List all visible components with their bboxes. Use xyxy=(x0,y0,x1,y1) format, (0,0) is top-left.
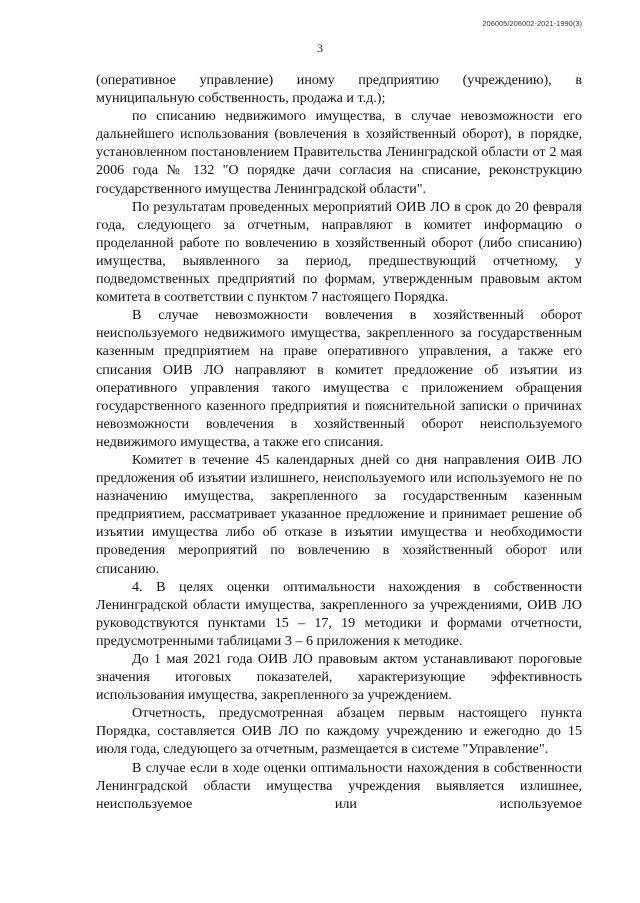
paragraph-8: Отчетность, предусмотренная абзацем первым настоящего пункта Порядка, составляется ОИВ ЛО по каждому учреждению и ежегодно до 15 июля года, следующего за отчетным, размещается в системе "Управление". xyxy=(96,705,582,758)
paragraph-6: 4. В целях оценки оптимальности нахождения в собственности Ленинградской области имущества, закрепленного за учреждениями, ОИВ ЛО руководствуются пунктами 15 – 17, 19 методики и формами отчетности, предусмотренными таблицами 3 – 6 приложения к методике. xyxy=(96,578,582,649)
paragraph-5: Комитет в течение 45 календарных дней со дня направления ОИВ ЛО предложения об изъятии излишнего, неиспользуемого или используемого не по назначению имущества, закрепленного за государственным казенным предприятием, рассматривает указанное предложение и принимает решение об изъятии имущества либо об отказе в изъятии имущества и необходимости проведения мероприятий по вовлечению в хозяйственный оборот или списанию. xyxy=(96,451,582,577)
paragraph-9: В случае если в ходе оценки оптимальности нахождения в собственности Ленинградской области имущества учреждения выявляется излишнее, неиспользуемое или используемое xyxy=(96,759,582,812)
body-text xyxy=(96,71,582,813)
paragraph-4: В случае невозможности вовлечения в хозяйственный оборот неиспользуемого недвижимого имущества, закрепленного за государственным казенным предприятием на праве оперативного управления, а также его списания ОИВ ЛО направляют в комитет предложение об изъятии из оперативного управления такого имущества с приложением обращения государственного казенного предприятия и пояснительной записки о причинах невозможности вовлечения в хозяйственный оборот неиспользуемого недвижимого имущества, а также его списания. xyxy=(96,307,582,450)
document-id: 206005/206002-2021-1990(3) xyxy=(482,19,582,28)
paragraph-3: По результатам проведенных мероприятий ОИВ ЛО в срок до 20 февраля года, следующего за отчетным, направляют в комитет информацию о проделанной работе по вовлечению в хозяйственный оборот (либо списанию) имущества, выявленного за период, предшествующий отчетному, у подведомственных предприятий по формам, утвержденным правовым актом комитета в соответствии с пунктом 7 настоящего Порядка. xyxy=(96,198,582,306)
page-number: 3 xyxy=(317,41,323,55)
paragraph-7: До 1 мая 2021 года ОИВ ЛО правовым актом устанавливают пороговые значения итоговых показателей, характеризующие эффективность использования имущества, закрепленного за учреждением. xyxy=(96,651,582,704)
paragraph-2: по списанию недвижимого имущества, в случае невозможности его дальнейшего использования (вовлечения в хозяйственный оборот), в порядке, установленном постановлением Правительства Ленинградской области от 2 мая 2006 года № 132 "О порядке дачи согласия на списание, реконструкцию государственного имущества Ленинградской области". xyxy=(96,108,582,197)
paragraph-1: (оперативное управление) иному предприятию (учреждению), в муниципальную собственность, продажа и т.д.); xyxy=(96,72,582,107)
